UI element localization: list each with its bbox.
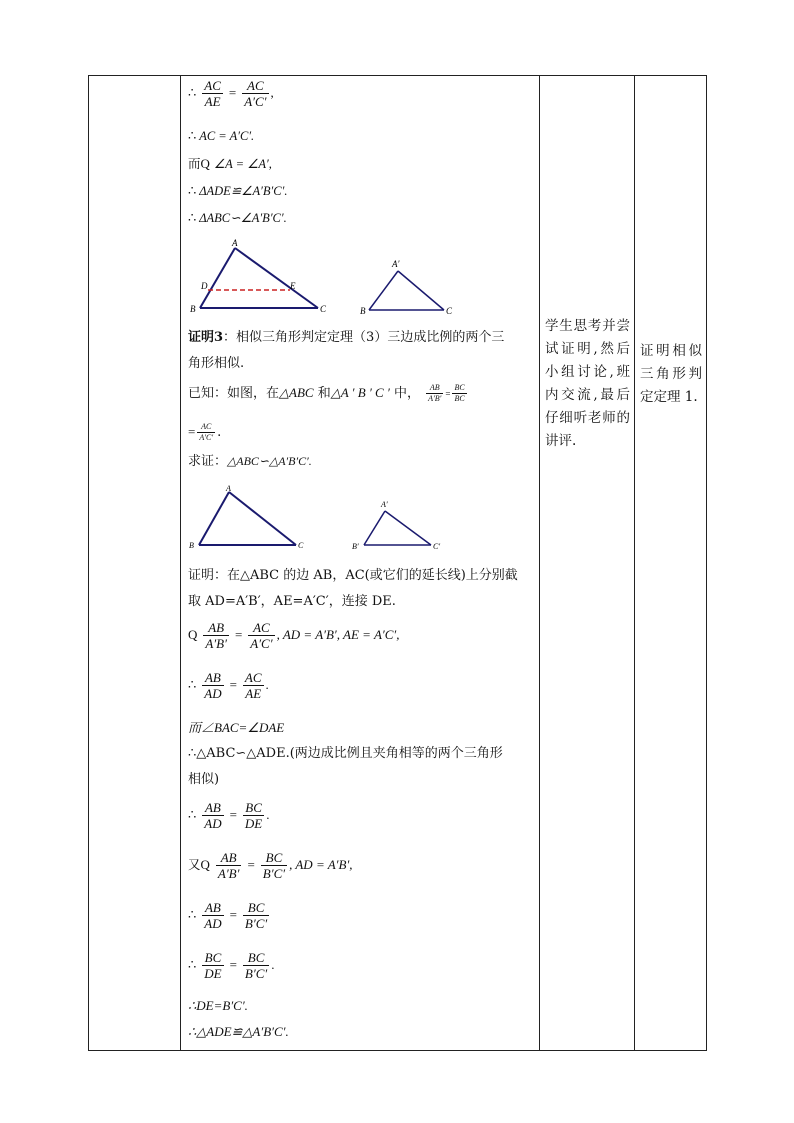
ratio-line-5: 又Q $\frac{AB}{A'B'}$ = $\frac{BC}{B'C'}$ , AD = A′B′, xyxy=(188,850,353,881)
fig1-side-apcp xyxy=(398,271,444,310)
ratio-line-1: ∴ $\frac{AC}{AE}$ = $\frac{AC}{A'C'}$ , xyxy=(188,78,274,109)
fig2-label-cp: C′ xyxy=(433,542,441,551)
student-activity-cell: 学生思考并尝试证明,然后小组讨论,班内交流,最后仔细听老师的讲评. xyxy=(545,318,630,449)
column-divider xyxy=(539,76,540,1050)
cong-line-1: ∴ ΔADE≌∠A′B′C′. xyxy=(188,183,288,198)
ratio-line-4: ∴ $\frac{AB}{AD}$ = $\frac{BC}{DE}$ . xyxy=(188,800,270,831)
prove-line: 求证：△ABC∽△A′B′C′. xyxy=(188,454,312,469)
ratio-line-2: Q $\frac{AB}{A'B'}$ = $\frac{AC}{A'C'}$ , AD = A′B′, AE = A′C′, xyxy=(188,620,400,651)
given-line-2: = $\frac{AC}{A'C'}$ . xyxy=(188,422,222,442)
fig2-label-b: B xyxy=(189,541,194,550)
ratio-line-7: ∴ $\frac{BC}{DE}$ = $\frac{BC}{B'C'}$ . xyxy=(188,950,275,981)
angle-eq-line: 而∠BAC=∠DAE xyxy=(188,720,285,735)
proof3-title: 证明3：相似三角形判定定理（3）三边成比例的两个三 xyxy=(188,330,505,345)
proof-line-2: 取 AD=A′B′，AE=A′C′，连接 DE. xyxy=(188,594,396,609)
fig1-label-cp: C xyxy=(446,306,453,316)
fig1-side-apbp xyxy=(369,271,398,310)
fig1-side-ac xyxy=(235,248,318,308)
fig2-label-c: C xyxy=(298,541,304,550)
figure-1 xyxy=(188,236,488,322)
fig1-label-c: C xyxy=(320,304,327,314)
fig1-label-ap: A′ xyxy=(392,259,400,269)
sim-line-1: ∴ ΔABC∽∠A′B′C′. xyxy=(188,210,287,225)
fig2-side-ab xyxy=(199,492,229,545)
fig1-label-a: A xyxy=(232,238,238,248)
cong-line-2: ∴△ADE≌△A′B′C′. xyxy=(188,1024,289,1039)
proof-line-1: 证明：在△ABC 的边 AB，AC(或它们的延长线)上分别截 xyxy=(188,568,518,583)
fig2-side-apbp xyxy=(364,511,385,545)
design-intent-cell: 证明相似三角形判定定理 1. xyxy=(640,343,702,405)
figure-2 xyxy=(188,482,488,554)
sim-line-2b: 相似) xyxy=(188,772,220,787)
fig1-side-ab xyxy=(200,248,235,308)
angle-line: 而Q ∠A = ∠A′, xyxy=(188,156,272,171)
given-line: 已知：如图，在△ABC 和△A ′ B ′ C ′ 中， $\frac{AB}{A'B'}$ = $\frac{BC}{BC}$ xyxy=(188,383,465,403)
fig2-side-apcp xyxy=(385,511,431,545)
de-line: ∴DE=B′C′. xyxy=(188,998,248,1013)
fig2-label-ap: A′ xyxy=(381,500,388,509)
lesson-table xyxy=(88,75,707,1051)
sim-line-2: ∴△ABC∽△ADE.(两边成比例且夹角相等的两个三角形 xyxy=(188,746,503,761)
fig1-label-b: B xyxy=(190,304,196,314)
column-divider xyxy=(180,76,181,1050)
fig2-side-ac xyxy=(229,492,296,545)
proof3-title-2: 角形相似. xyxy=(188,356,245,371)
fig1-label-d: D xyxy=(201,281,208,291)
fig2-label-a: A xyxy=(226,484,231,493)
eq-line: ∴ AC = A′C′. xyxy=(188,128,255,143)
fig1-label-bp: B xyxy=(360,306,366,316)
fig1-label-e: E xyxy=(290,281,296,291)
fig2-label-bp: B′ xyxy=(352,542,359,551)
column-divider xyxy=(634,76,635,1050)
ratio-line-3: ∴ $\frac{AB}{AD}$ = $\frac{AC}{AE}$ . xyxy=(188,670,269,701)
ratio-line-6: ∴ $\frac{AB}{AD}$ = $\frac{BC}{B'C'}$ xyxy=(188,900,268,931)
